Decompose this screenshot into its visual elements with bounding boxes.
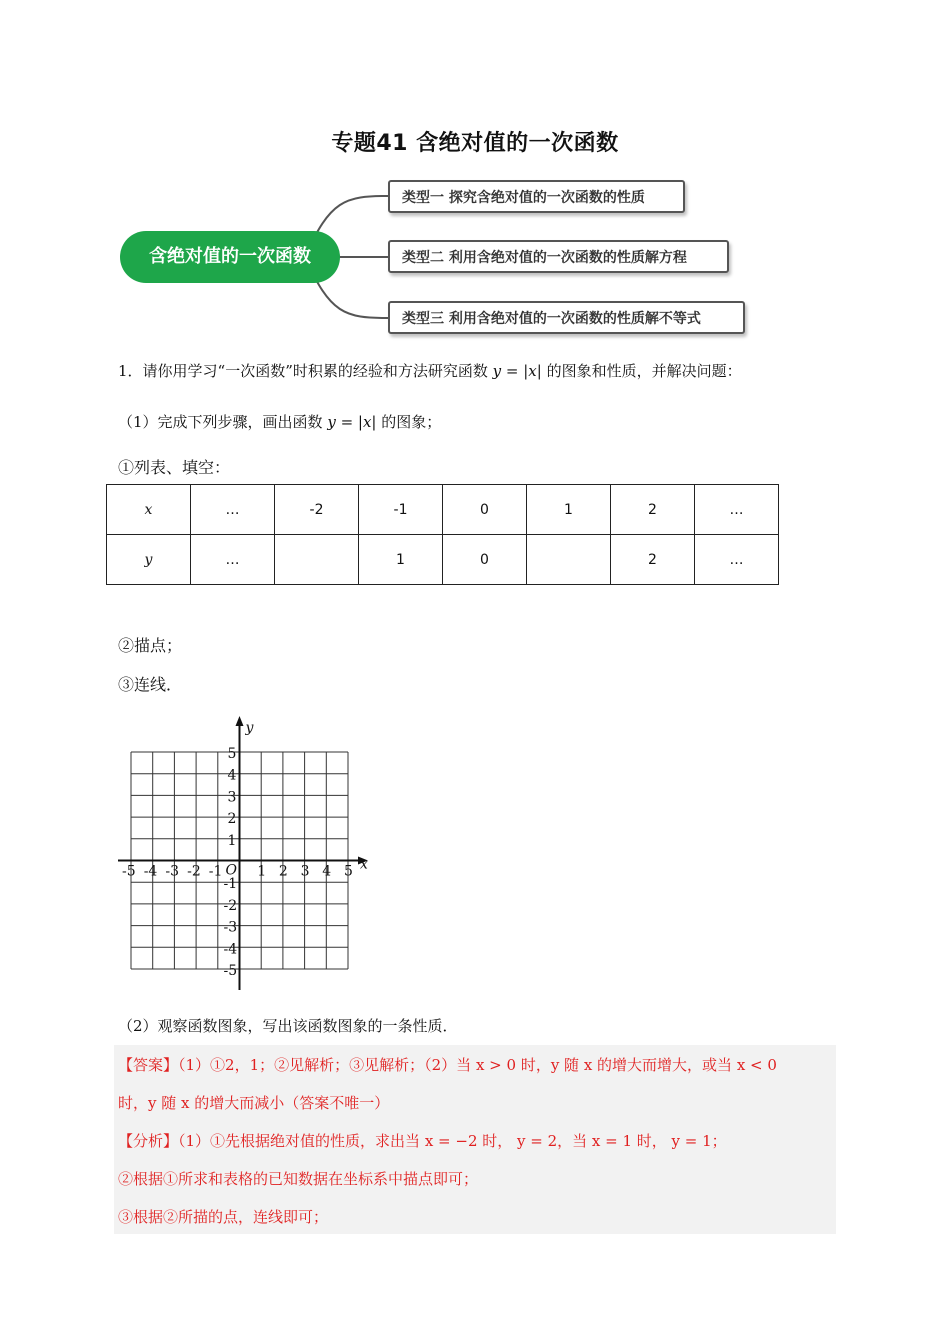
table-cell-blank (275, 535, 359, 585)
y-tick-label: -2 (223, 897, 238, 914)
table-cell: … (695, 485, 779, 535)
table-row-x (107, 485, 779, 535)
x-tick-label: -4 (143, 863, 158, 880)
table-cell: … (191, 535, 275, 585)
y-tick-label: -5 (223, 963, 238, 979)
step1-label: ①列表、填空： (118, 458, 231, 477)
analysis-line-1: 【分析】（1）①先根据绝对值的性质，求出当 x = −2 时， y = 2，当 x = 1 时， y = 1； (118, 1132, 727, 1150)
formula-y-abs-x: y = |x| (492, 362, 542, 380)
table-cell: -2 (275, 485, 359, 535)
x-tick-label: 1 (257, 863, 267, 880)
value-table (106, 484, 779, 585)
answer-line-1: 【答案】（1）①2，1；②见解析；③见解析；（2）当 x > 0 时，y 随 x 的增大而增大，或当 x < 0 (118, 1056, 777, 1074)
table-cell-blank (527, 535, 611, 585)
mindmap-connectors (0, 0, 950, 340)
part2-prompt: （2）观察函数图象，写出该函数图象的一条性质． (118, 1017, 458, 1035)
table-cell: -1 (359, 485, 443, 535)
x-tick-label: -5 (122, 863, 136, 880)
analysis-line-2: ②根据①所求和表格的已知数据在坐标系中描点即可； (118, 1170, 479, 1188)
y-axis-label: y (245, 720, 254, 736)
x-tick-label: -2 (187, 863, 201, 880)
x-tick-label: 3 (300, 863, 310, 880)
table-cell: 1 (359, 535, 443, 585)
question-intro (118, 360, 742, 381)
mindmap-branch-3: 类型三 利用含绝对值的一次函数的性质解不等式 (388, 301, 745, 334)
table-row-y (107, 535, 779, 585)
x-tick-label: 4 (322, 863, 332, 880)
question-intro-text: 1．请你用学习“一次函数”时积累的经验和方法研究函数 (118, 362, 488, 380)
y-tick-label: -3 (223, 919, 238, 936)
y-tick-label: 2 (227, 811, 237, 828)
y-tick-label: 3 (227, 789, 237, 806)
origin-label: O (225, 862, 237, 879)
question-intro-suffix: 的图象和性质，并解决问题： (546, 362, 742, 380)
table-cell: 0 (443, 535, 527, 585)
mindmap-branch-2: 类型二 利用含绝对值的一次函数的性质解方程 (388, 240, 729, 273)
answer-line-2: 时，y 随 x 的增大而减小（答案不唯一） (118, 1094, 390, 1112)
table-cell: … (191, 485, 275, 535)
y-axis-arrow (236, 716, 244, 726)
table-cell: 2 (611, 485, 695, 535)
table-cell: y (107, 535, 191, 585)
step2-label: ②描点； (118, 636, 183, 655)
x-tick-label: 5 (344, 863, 353, 880)
y-tick-label: 5 (227, 746, 237, 762)
x-axis-label: x (360, 856, 368, 873)
y-tick-label: 1 (227, 832, 237, 849)
part1-suffix: 的图象； (381, 413, 442, 431)
x-tick-label: -3 (165, 863, 180, 880)
table-cell: 1 (527, 485, 611, 535)
step3-label: ③连线． (118, 675, 183, 694)
y-tick-label: -1 (223, 876, 238, 893)
coordinate-grid (110, 712, 380, 997)
x-tick-label: -1 (208, 863, 223, 880)
part1-text: （1）完成下列步骤，画出函数 (118, 413, 323, 431)
x-tick-label: 2 (278, 863, 288, 880)
table-cell: 2 (611, 535, 695, 585)
mindmap-root: 含绝对值的一次函数 (120, 231, 340, 283)
page-title: 专题41 含绝对值的一次函数 (331, 131, 619, 156)
table-cell: 0 (443, 485, 527, 535)
analysis-line-3: ③根据②所描的点，连线即可； (118, 1208, 329, 1226)
table-cell: … (695, 535, 779, 585)
formula-y-abs-x: y = |x| (327, 413, 377, 431)
table-cell: x (107, 485, 191, 535)
y-tick-label: -4 (223, 941, 238, 958)
mindmap-branch-1: 类型一 探究含绝对值的一次函数的性质 (388, 180, 685, 213)
part1-prompt (118, 411, 441, 432)
y-tick-label: 4 (227, 767, 237, 784)
